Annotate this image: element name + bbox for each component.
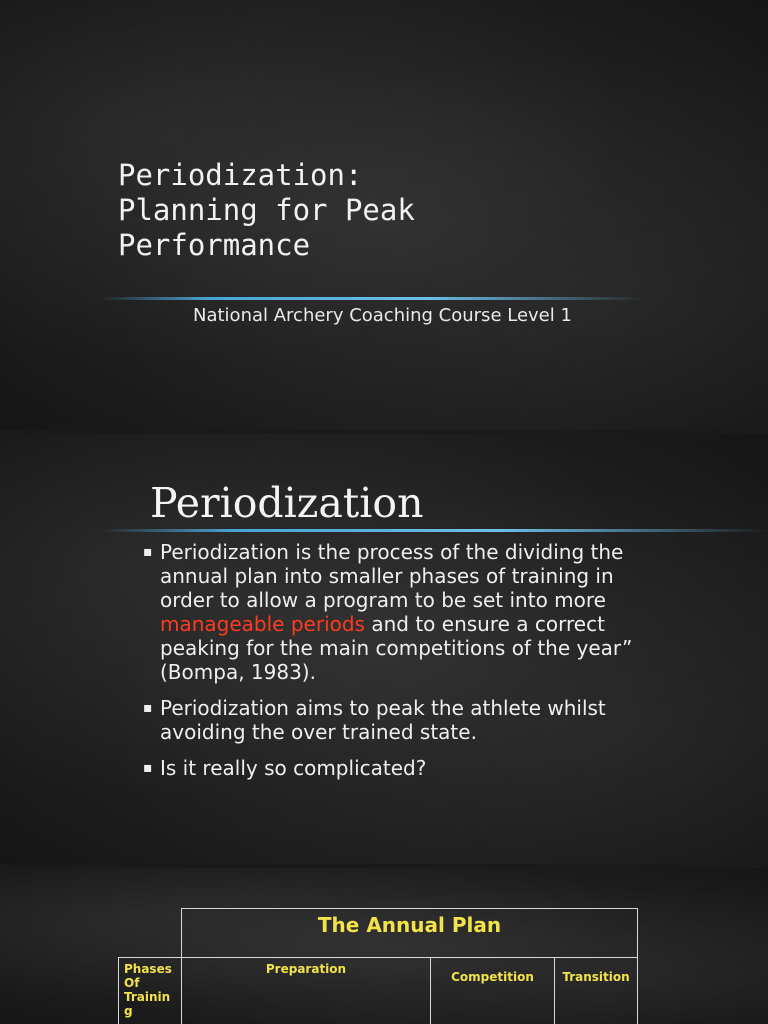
- table-corner: [119, 909, 182, 958]
- slide-title: [0, 0, 768, 430]
- bullet-item: [143, 756, 643, 780]
- title-line-2: Planning for Peak: [118, 193, 415, 227]
- slide-annual-plan: [0, 868, 768, 1024]
- bullet-item: [143, 696, 643, 744]
- slide-1-title: [118, 158, 415, 263]
- bullet-text: Is it really so complicated?: [160, 756, 427, 780]
- title-divider: [100, 529, 768, 532]
- highlight-text: manageable periods: [160, 612, 365, 636]
- bullet-list: [143, 540, 643, 792]
- bullet-item: [143, 540, 643, 684]
- slide-2-title: Periodization: [150, 479, 424, 527]
- slide-1-subtitle: National Archery Coaching Course Level 1: [193, 305, 572, 326]
- table-title: The Annual Plan: [182, 909, 638, 958]
- title-line-3: Performance: [118, 228, 311, 262]
- phase-competition: Competition: [431, 958, 555, 1024]
- row-header: Phases Of Trainin g: [119, 958, 182, 1024]
- title-line-1: Periodization:: [118, 158, 363, 192]
- phase-preparation: Preparation: [182, 958, 431, 1024]
- phase-transition: Transition: [555, 958, 638, 1024]
- slide-periodization: [0, 434, 768, 864]
- bullet-text: and to ensure a correct peaking for the main competitions of the year” (Bompa, 1983).: [160, 612, 633, 684]
- bullet-text: Periodization aims to peak the athlete whilst avoiding the over trained state.: [160, 696, 606, 744]
- bullet-text: Periodization is the process of the dividing the annual plan into smaller phases of training in order to allow a program to be set into more: [160, 540, 624, 612]
- title-divider: [100, 297, 645, 300]
- annual-plan-table: [118, 908, 638, 1024]
